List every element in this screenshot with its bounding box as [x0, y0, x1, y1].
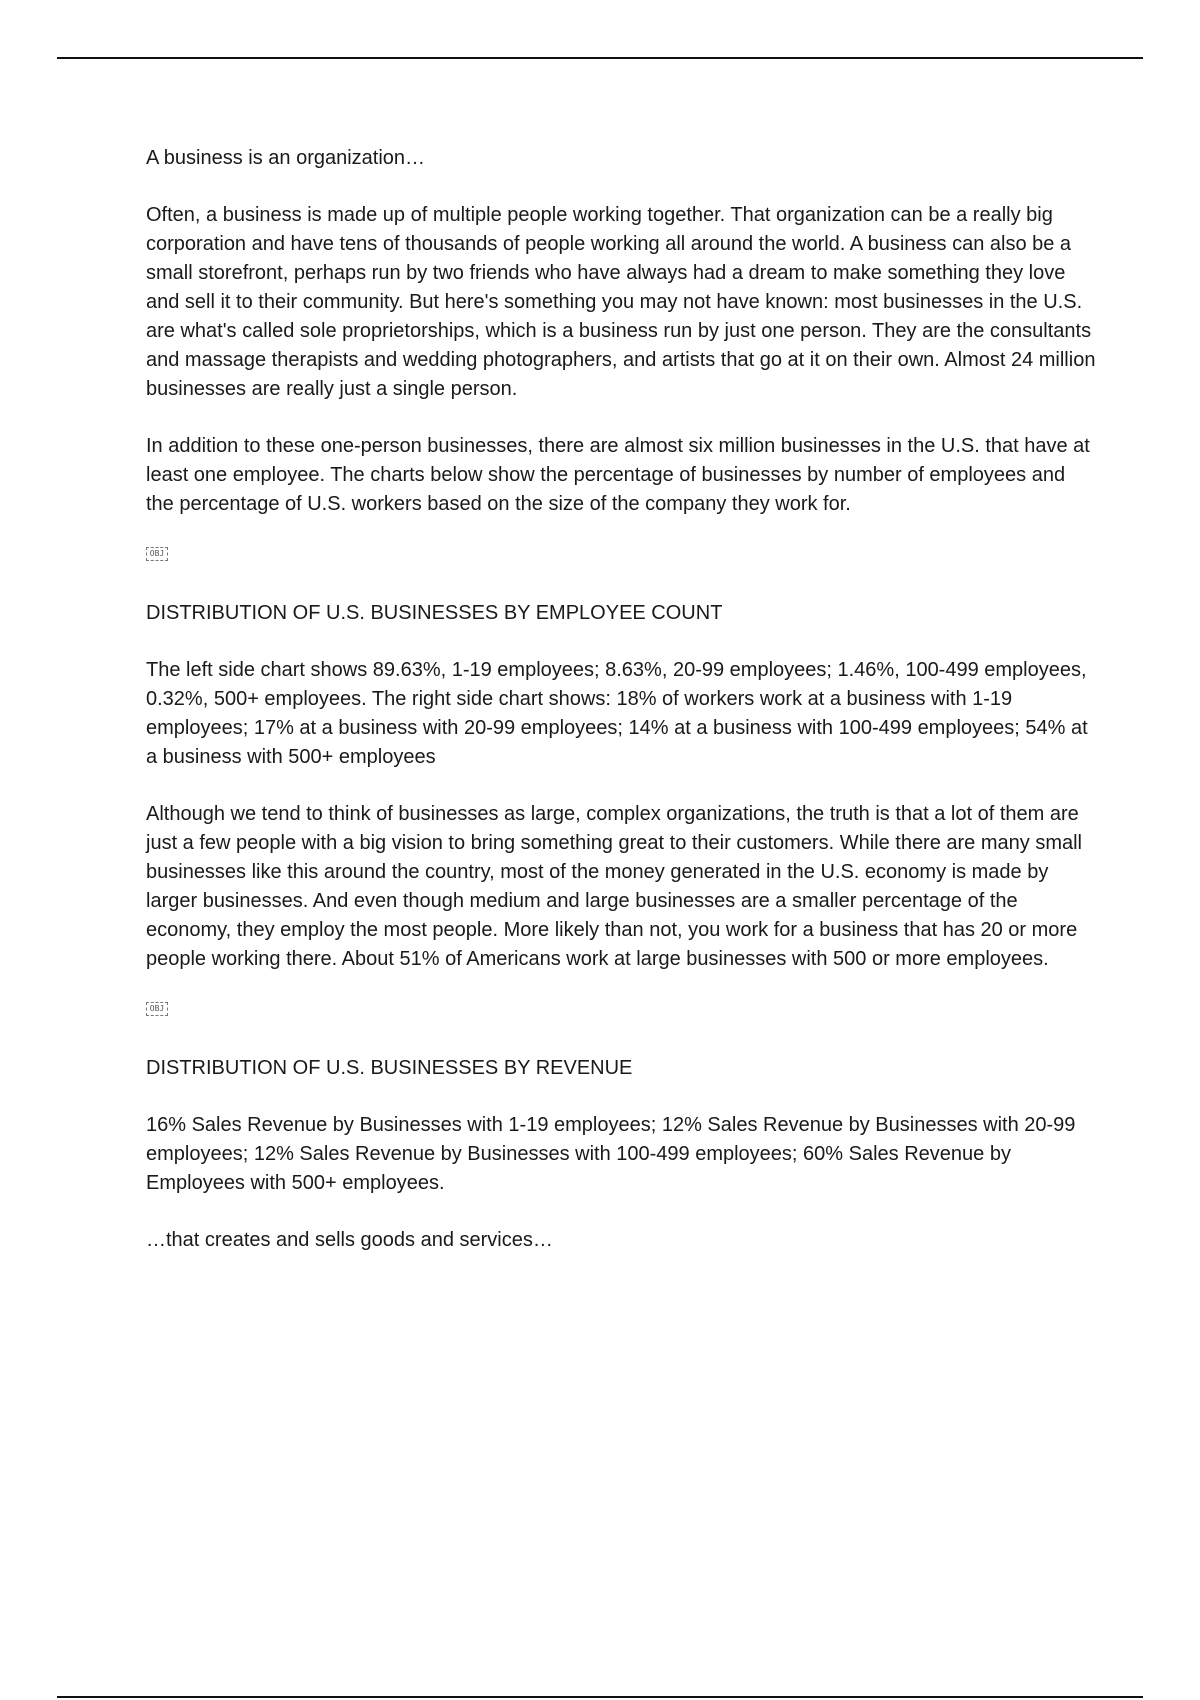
paragraph-revenue-description: 16% Sales Revenue by Businesses with 1-19 employees; 12% Sales Revenue by Businesses with 20-99 employees; 12% Sales Revenue by Businesses with 100-499 employees; 60% Sales Revenue by Employees with 500+ employees. — [146, 1114, 1076, 1194]
object-placeholder-icon: OBJ — [146, 547, 168, 561]
object-placeholder-icon: OBJ — [146, 1002, 168, 1016]
bottom-rule — [57, 1696, 1143, 1698]
document-body — [146, 144, 1096, 1283]
intro-line: A business is an organization… — [146, 147, 426, 169]
paragraph-employees: In addition to these one-person businesses, there are almost six million businesses in the U.S. that have at least one employee. The charts below show the percentage of businesses by number of employees and the percentage of U.S. workers based on the size of the company they work for. — [146, 435, 1090, 515]
top-rule — [57, 57, 1143, 59]
heading-employee-count: DISTRIBUTION OF U.S. BUSINESSES BY EMPLOYEE COUNT — [146, 602, 723, 624]
paragraph-business-size: Often, a business is made up of multiple people working together. That organization can be a really big corporation and have tens of thousands of people working all around the world. A business can also be a small storefront, perhaps run by two friends who have always had a dream to make something they love and sell it to their community. But here's something you may not have known: most businesses in the U.S. are what's called sole proprietorships, which is a business run by just one person. They are the consultants and massage therapists and wedding photographers, and artists that go at it on their own. Almost 24 million businesses are really just a single person. — [146, 204, 1096, 400]
paragraph-large-organizations: Although we tend to think of businesses as large, complex organizations, the truth is that a lot of them are just a few people with a big vision to bring something great to their customers. While there are many small businesses like this around the country, most of the money generated in the U.S. economy is made by larger businesses. And even though medium and large businesses are a smaller percentage of the economy, they employ the most people. More likely than not, you work for a business that has 20 or more people working there. About 51% of Americans work at large businesses with 500 or more employees. — [146, 803, 1082, 970]
paragraph-chart-description: The left side chart shows 89.63%, 1-19 employees; 8.63%, 20-99 employees; 1.46%, 100-499 employees, 0.32%, 500+ employees. The right side chart shows: 18% of workers work at a business with 1-19 employees; 17% at a business with 20-99 employees; 14% at a business with 100-499 employees; 54% at a business with 500+ employees — [146, 659, 1088, 768]
closing-line: …that creates and sells goods and services… — [146, 1229, 553, 1251]
heading-revenue: DISTRIBUTION OF U.S. BUSINESSES BY REVENUE — [146, 1057, 633, 1079]
